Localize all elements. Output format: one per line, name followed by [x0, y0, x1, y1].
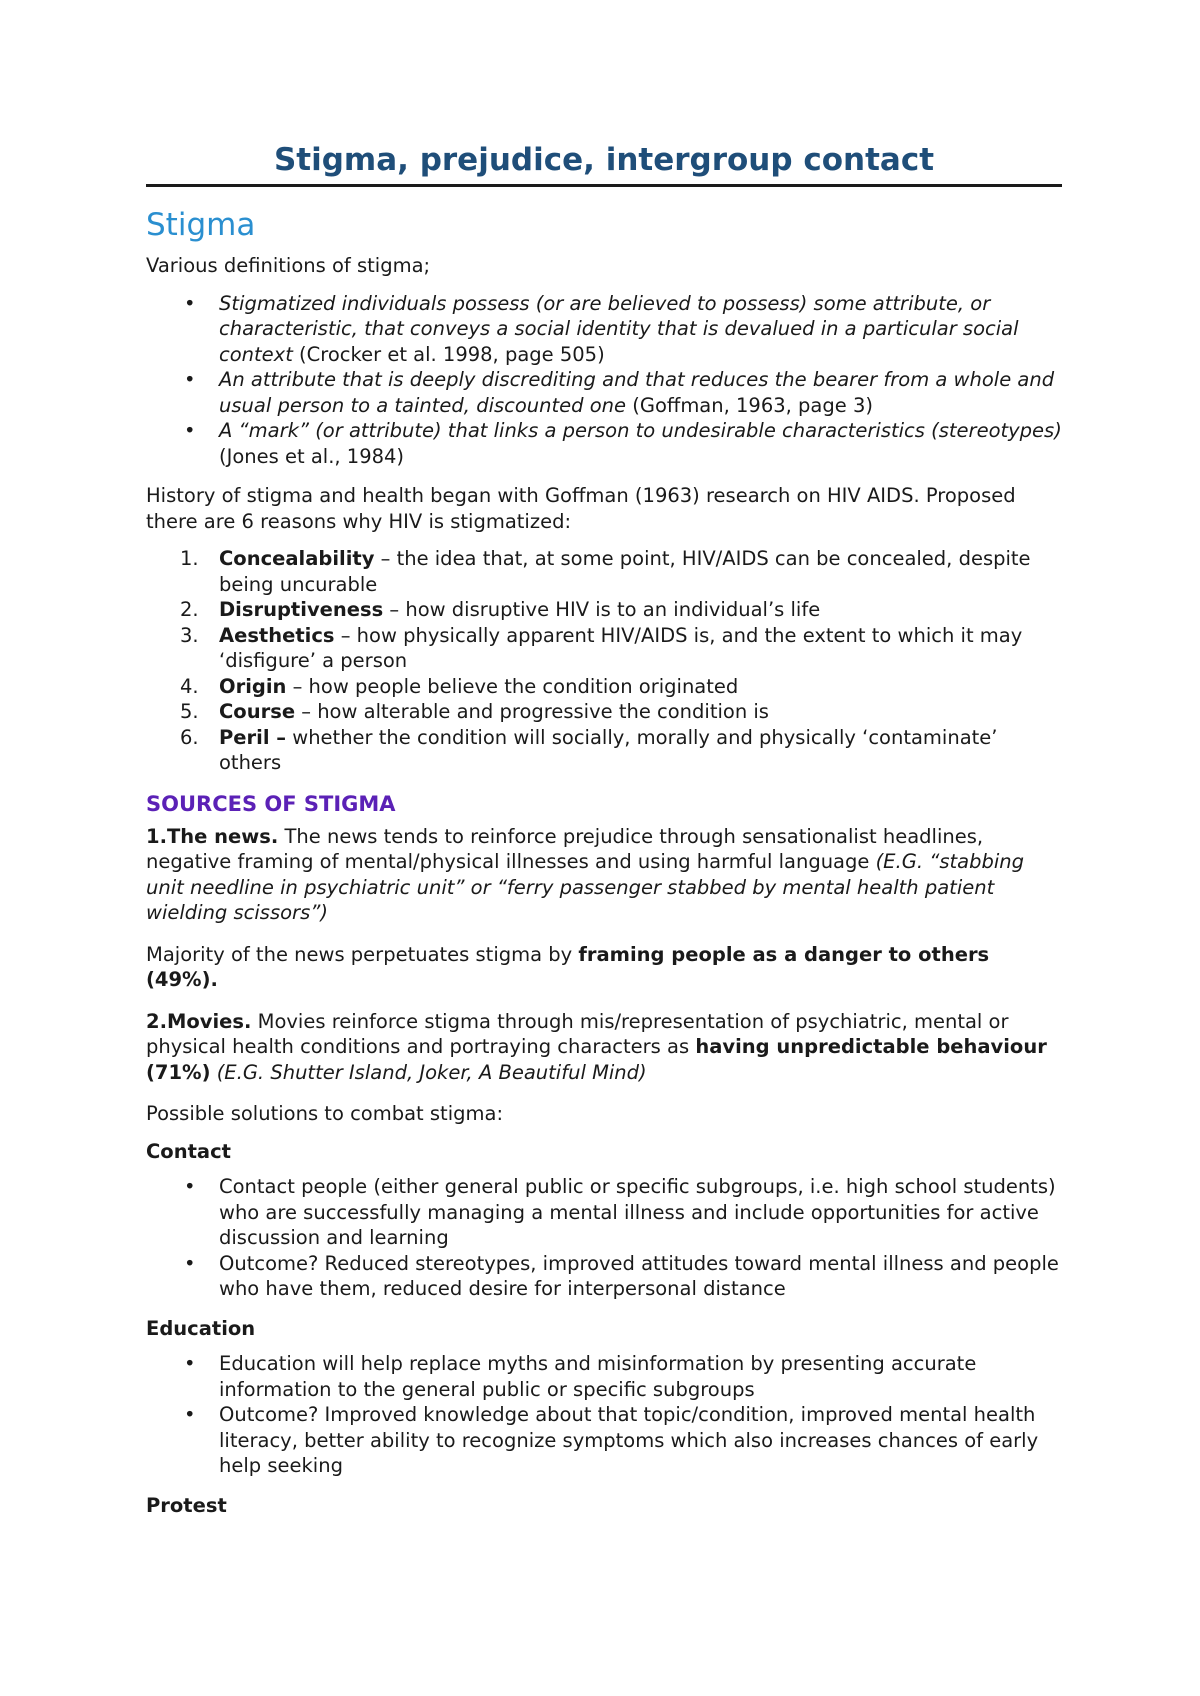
news-example: (E.G. “stabbing unit needline in psychiatric unit” or “ferry passenger stabbed by mental health patient wielding scissors”): [146, 850, 1024, 924]
reasons-list: [146, 546, 1062, 776]
reason-term: Disruptiveness: [219, 598, 384, 621]
definition-citation: (Crocker et al. 1998, page 505): [292, 342, 605, 366]
list-item: [146, 597, 1062, 623]
list-number: 4.: [180, 674, 199, 698]
list-item: [146, 1351, 1062, 1402]
list-item: [146, 1174, 1062, 1251]
contact-list: [146, 1174, 1062, 1302]
bullet-icon: •: [184, 419, 196, 442]
protest-heading: Protest: [146, 1493, 227, 1517]
list-item: [146, 725, 1062, 776]
reason-term: Course: [219, 700, 296, 723]
definitions-list: [146, 291, 1062, 470]
document-page: [146, 140, 1062, 1528]
list-item: [146, 699, 1062, 725]
list-number: 2.: [180, 598, 199, 621]
reason-term: Peril –: [219, 725, 287, 749]
movies-paragraph: [146, 1009, 1062, 1086]
sources-heading: SOURCES OF STIGMA: [146, 791, 396, 816]
list-item: [146, 367, 1062, 418]
stigma-heading: Stigma: [146, 207, 256, 243]
definition-text: Stigmatized individuals possess (or are believed to possess) some attribute, or characteristic, that conveys a social identity that is devalued in a particular social context: [219, 291, 1019, 366]
reason-desc: – how physically apparent HIV/AIDS is, and the extent to which it may ‘disfigure’ a person: [219, 623, 1023, 672]
list-item: [146, 1251, 1062, 1302]
list-item-text: Education will help replace myths and misinformation by presenting accurate information to the general public or specific subgroups: [219, 1352, 977, 1401]
news-paragraph: [146, 824, 1062, 926]
list-item: [146, 674, 1062, 700]
education-heading: Education: [146, 1316, 256, 1340]
list-number: 1.: [180, 547, 199, 570]
definition-text: An attribute that is deeply discrediting and that reduces the bearer from a whole and usual person to a tainted, discounted one: [219, 368, 1055, 417]
list-item: [146, 418, 1062, 469]
bullet-icon: •: [184, 1403, 196, 1426]
bullet-icon: •: [184, 1352, 196, 1375]
reason-term: Aesthetics: [219, 623, 335, 647]
list-item: [146, 623, 1062, 674]
reason-desc: – the idea that, at some point, HIV/AIDS can be concealed, despite being uncurable: [219, 547, 1031, 596]
list-item-text: Contact people (either general public or specific subgroups, i.e. high school students) who are successfully managing a mental illness and include opportunities for active discussion and learning: [219, 1175, 1056, 1249]
education-list: [146, 1351, 1062, 1479]
definition-text: A “mark” (or attribute) that links a person to undesirable characteristics (stereotypes): [219, 419, 1062, 442]
contact-heading: Contact: [146, 1139, 231, 1163]
majority-text: Majority of the news perpetuates stigma by: [146, 942, 579, 966]
majority-bold: framing people as a danger to others (49%).: [146, 942, 990, 991]
page-title: Stigma, prejudice, intergroup contact: [146, 140, 1062, 187]
movies-example: (E.G. Shutter Island, Joker, A Beautiful Mind): [210, 1060, 647, 1084]
definitions-intro: Various definitions of stigma;: [146, 254, 431, 277]
news-text: The news tends to reinforce prejudice through sensationalist headlines, negative framing of mental/physical illnesses and using harmful language: [146, 824, 984, 873]
definition-citation: (Goffman, 1963, page 3): [626, 393, 873, 417]
bullet-icon: •: [184, 291, 196, 315]
list-number: 6.: [180, 725, 199, 749]
reason-desc: – how disruptive HIV is to an individual’s life: [383, 598, 821, 621]
definition-citation: (Jones et al., 1984): [219, 444, 405, 468]
reason-desc: – how alterable and progressive the condition is: [295, 700, 769, 723]
list-item: [146, 1402, 1062, 1479]
news-label: 1.The news.: [146, 824, 279, 848]
solutions-intro: Possible solutions to combat stigma:: [146, 1102, 504, 1125]
majority-paragraph: [146, 942, 1062, 993]
bullet-icon: •: [184, 1175, 196, 1198]
reason-term: Concealability: [219, 547, 375, 570]
history-paragraph: History of stigma and health began with Goffman (1963) research on HIV AIDS. Proposed there are 6 reasons why HIV is stigmatized:: [146, 484, 1016, 533]
list-number: 3.: [180, 623, 199, 647]
list-item-text: Outcome? Reduced stereotypes, improved attitudes toward mental illness and people who have them, reduced desire for interpersonal distance: [219, 1251, 1059, 1300]
movies-text: Movies reinforce stigma through mis/representation of psychiatric, mental or physical health conditions and portraying characters as: [146, 1009, 1009, 1058]
reason-term: Origin: [219, 674, 287, 698]
bullet-icon: •: [184, 368, 196, 391]
reason-desc: – how people believe the condition originated: [286, 674, 739, 698]
movies-label: 2.Movies.: [146, 1009, 252, 1033]
list-item-text: Outcome? Improved knowledge about that topic/condition, improved mental health literacy, better ability to recognize symptoms which also increases chances of early help seeking: [219, 1403, 1039, 1477]
bullet-icon: •: [184, 1251, 196, 1275]
list-item: [146, 291, 1062, 368]
list-item: [146, 546, 1062, 597]
movies-bold: having unpredictable behaviour (71%): [146, 1035, 1047, 1084]
reason-desc: whether the condition will socially, morally and physically ‘contaminate’ others: [219, 725, 998, 774]
list-number: 5.: [180, 700, 199, 723]
